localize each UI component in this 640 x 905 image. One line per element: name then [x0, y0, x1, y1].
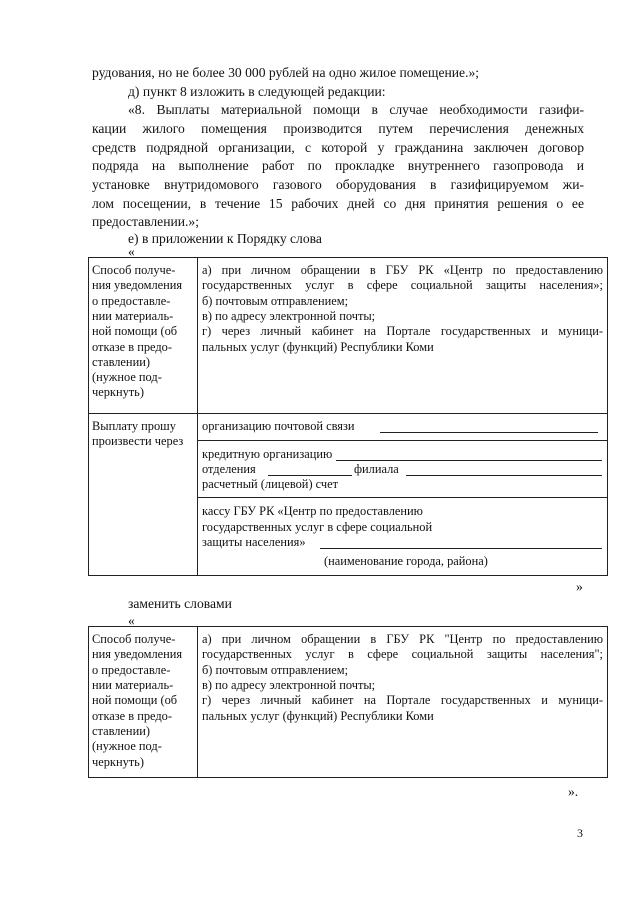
table-label-line: Способ получе-	[92, 263, 176, 277]
option-line: в) по адресу электронной почты;	[202, 678, 376, 692]
table-label-line: ставлении)	[92, 724, 150, 738]
paragraph-8-line: лом посещении, в течение 15 рабочих дней со дня принятия решения о ее	[92, 196, 584, 211]
option-line: пальных услуг (функций) Республики Коми	[202, 709, 434, 723]
option-line: б) почтовым отправлением;	[202, 663, 349, 677]
account-label: расчетный (лицевой) счет	[202, 477, 339, 491]
fill-in-line	[336, 460, 602, 461]
table-label-line: ния уведомления	[92, 278, 183, 292]
table-label-line: о предоставле-	[92, 294, 171, 308]
table-divider	[197, 626, 198, 778]
text-line: заменить словами	[128, 596, 232, 611]
table-label-line: ной помощи (об	[92, 324, 178, 338]
table-label-line: нии материаль-	[92, 678, 174, 692]
table-label-line: ставлении)	[92, 355, 150, 369]
paragraph-8-line: предоставлении.»;	[92, 214, 200, 229]
open-quote: «	[128, 613, 135, 628]
table-divider	[88, 413, 608, 414]
filial-label: филиала	[354, 462, 399, 476]
cashier-option-line: кассу ГБУ РК «Центр по предоставлению	[202, 504, 423, 518]
table-divider	[197, 440, 608, 441]
paragraph-8-line: подряда на выполнение работ по прокладке внутреннего газопровода и	[92, 158, 584, 173]
paragraph-8-line: «8. Выплаты материальной помощи в случае необходимости газифи-	[128, 102, 584, 117]
table-label-line: (нужное под-	[92, 370, 162, 384]
close-quote: ».	[568, 784, 579, 799]
table-label-line: ния уведомления	[92, 647, 183, 661]
branch-label: отделения	[202, 462, 256, 476]
table-label-line: ной помощи (об	[92, 693, 178, 707]
option-line: государственных услуг в сфере социальной защиты населения»;	[202, 278, 603, 292]
cashier-option-line: защиты населения»	[202, 535, 306, 549]
page-number: 3	[577, 826, 583, 840]
table-divider	[197, 257, 198, 576]
fill-in-line	[380, 432, 598, 433]
option-line: а) при личном обращении в ГБУ РК "Центр по предоставлению	[202, 632, 603, 646]
post-office-option: организацию почтовой связи	[202, 419, 355, 433]
credit-org-option: кредитную организацию	[202, 447, 333, 461]
fill-in-line	[406, 475, 602, 476]
cashier-option-line: государственных услуг в сфере социальной	[202, 520, 433, 534]
text-line: е) в приложении к Порядку слова	[128, 231, 322, 246]
table-label-line: черкнуть)	[92, 385, 144, 399]
table-label-line: отказе в предо-	[92, 340, 173, 354]
table-label-line: отказе в предо-	[92, 709, 173, 723]
table-label-line: черкнуть)	[92, 755, 144, 769]
table-label-line: (нужное под-	[92, 739, 162, 753]
paragraph-8-line: установке внутридомового газового оборудования в газифицируемом жи-	[92, 177, 584, 192]
open-quote: «	[128, 244, 135, 259]
option-line: государственных услуг в сфере социальной защиты населения";	[202, 647, 603, 661]
option-line: г) через личный кабинет на Портале государственных и муници-	[202, 324, 603, 338]
close-quote: »	[576, 579, 583, 594]
fill-in-line	[320, 548, 602, 549]
paragraph-8-line: средств подрядной организации, с которой у гражданина заключен договор	[92, 140, 584, 155]
option-line: г) через личный кабинет на Портале государственных и муници-	[202, 693, 603, 707]
text-line: д) пункт 8 изложить в следующей редакции:	[128, 84, 386, 99]
table-label-line: нии материаль-	[92, 309, 174, 323]
paragraph-8-line: кации жилого помещения производится путем перечисления денежных	[92, 121, 584, 136]
table-label-line: Способ получе-	[92, 632, 176, 646]
table-label-line: произвести через	[92, 434, 184, 448]
table-label-line: Выплату прошу	[92, 419, 176, 433]
fill-in-line	[268, 475, 352, 476]
table-divider	[197, 497, 608, 498]
option-line: б) почтовым отправлением;	[202, 294, 349, 308]
text-line: рудования, но не более 30 000 рублей на одно жилое помещение.»;	[92, 65, 480, 80]
option-line: а) при личном обращении в ГБУ РК «Центр по предоставлению	[202, 263, 603, 277]
city-caption: (наименование города, района)	[324, 554, 488, 568]
option-line: пальных услуг (функций) Республики Коми	[202, 340, 434, 354]
option-line: в) по адресу электронной почты;	[202, 309, 376, 323]
table-label-line: о предоставле-	[92, 663, 171, 677]
